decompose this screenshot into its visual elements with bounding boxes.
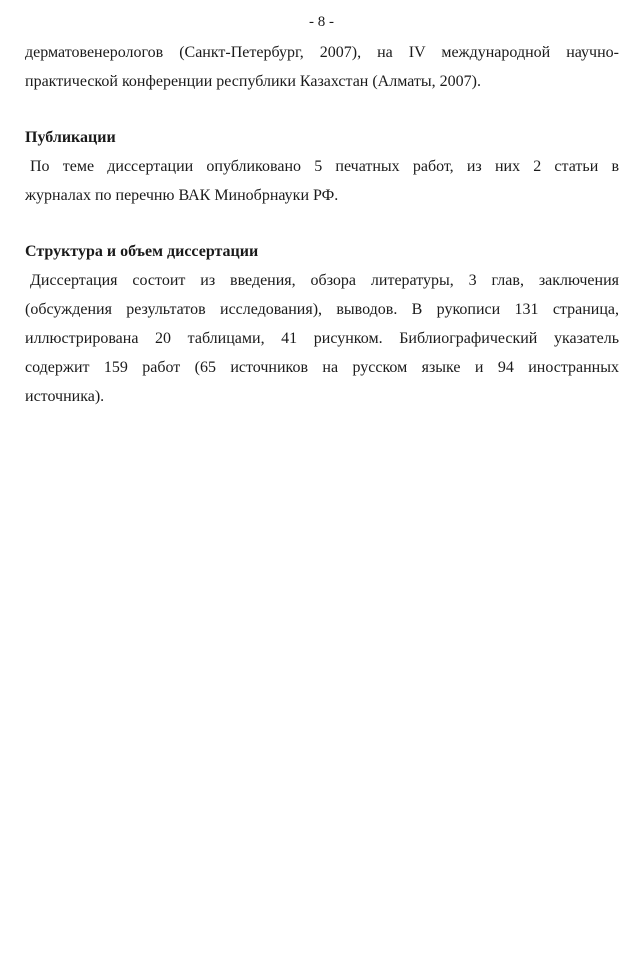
text-line: дерматовенерологов (Санкт-Петербург, 2007), на IV международной научно-: [25, 44, 619, 61]
section-heading-publications: Публикации: [25, 129, 116, 146]
page-number: - 8 -: [309, 14, 334, 30]
section-heading-structure: Структура и объем диссертации: [25, 243, 259, 260]
text-line: (обсуждения результатов исследования), выводов. В рукописи 131 страница,: [25, 301, 619, 318]
text-line: иллюстрирована 20 таблицами, 41 рисунком. Библиографический указатель: [25, 330, 619, 347]
text-line: содержит 159 работ (65 источников на русском языке и 94 иностранных: [25, 359, 619, 376]
document-body: [25, 38, 619, 411]
text-line: По теме диссертации опубликовано 5 печатных работ, из них 2 статьи в: [30, 158, 619, 175]
section-spacer: [25, 210, 619, 237]
text-line: журналах по перечню ВАК Минобрнауки РФ.: [25, 187, 339, 204]
text-line: источника).: [25, 388, 105, 405]
structure-paragraph: [25, 266, 619, 411]
continuation-paragraph: [25, 38, 619, 96]
text-line: практической конференции республики Казахстан (Алматы, 2007).: [25, 73, 481, 90]
text-line: Диссертация состоит из введения, обзора литературы, 3 глав, заключения: [30, 272, 619, 289]
publications-paragraph: [25, 152, 619, 210]
section-spacer: [25, 96, 619, 123]
